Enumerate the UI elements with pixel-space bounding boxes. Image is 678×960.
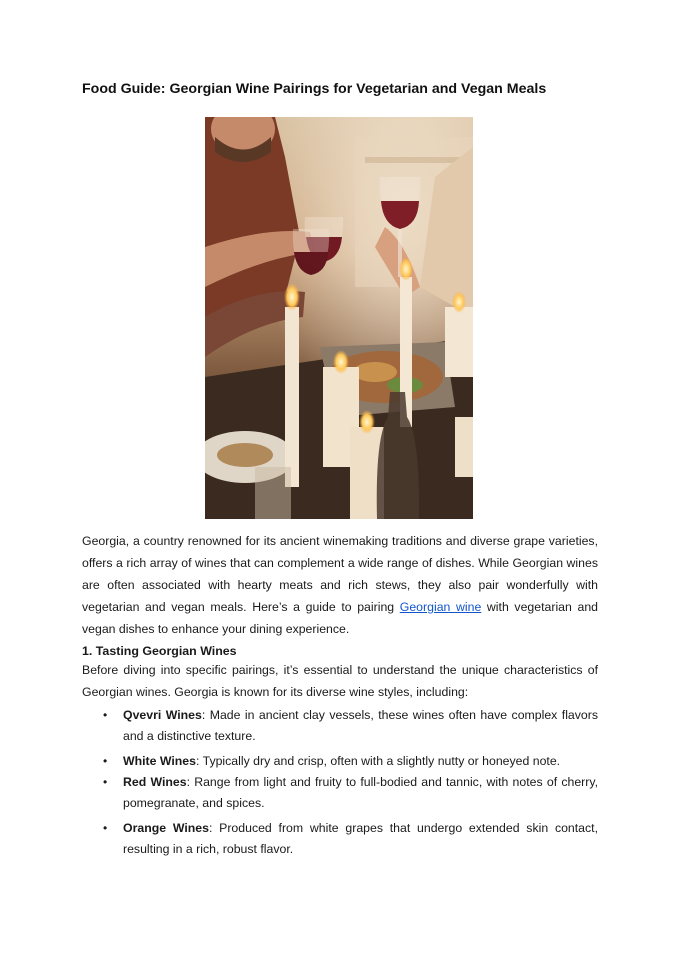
- bullet-icon: •: [103, 775, 108, 789]
- list-item-term: Red Wines: [123, 775, 187, 789]
- list-item: [82, 705, 598, 747]
- list-item-desc: : Range from light and fruity to full-bodied and tannic, with notes of cherry, pomegranate, and spices.: [123, 775, 598, 810]
- list-item-term: Qvevri Wines: [123, 708, 202, 722]
- page-title: Food Guide: Georgian Wine Pairings for Vegetarian and Vegan Meals: [82, 81, 547, 97]
- section-intro-paragraph: Before diving into specific pairings, it’s essential to understand the unique characteristics of Georgian wines. Georgia is known for its diverse wine styles, including:: [82, 663, 598, 699]
- section-heading-tasting: 1. Tasting Georgian Wines: [82, 644, 237, 658]
- list-item-desc: : Produced from white grapes that undergo extended skin contact, resulting in a rich, robust flavor.: [123, 821, 599, 856]
- list-item: [82, 772, 598, 814]
- bullet-icon: •: [103, 708, 108, 722]
- intro-text-part2: with vegetarian and vegan dishes to enhance your dining experience.: [82, 600, 599, 636]
- dinner-toast-photo: [205, 117, 473, 519]
- list-item-term: Orange Wines: [123, 821, 209, 835]
- list-item: [82, 751, 598, 772]
- list-item-term: White Wines: [123, 754, 196, 768]
- intro-text-part1: Georgia, a country renowned for its ancient winemaking traditions and diverse grape varieties, offers a rich array of wines that can complement a wide range of dishes. While Georgian wines are often associated with hearty meats and rich stews, they also pair wonderfully with vegetarian and vegan meals. Here’s a guide to pairing: [82, 534, 598, 614]
- wine-styles-list: [82, 705, 598, 860]
- georgian-wine-link[interactable]: Georgian wine: [399, 600, 482, 614]
- bullet-icon: •: [103, 754, 108, 768]
- bullet-icon: •: [103, 821, 108, 835]
- list-item-desc: : Typically dry and crisp, often with a slightly nutty or honeyed note.: [196, 754, 561, 768]
- list-item-desc: : Made in ancient clay vessels, these wines often have complex flavors and a distinctive texture.: [123, 708, 598, 743]
- list-item: [82, 818, 598, 860]
- intro-paragraph: [82, 530, 598, 640]
